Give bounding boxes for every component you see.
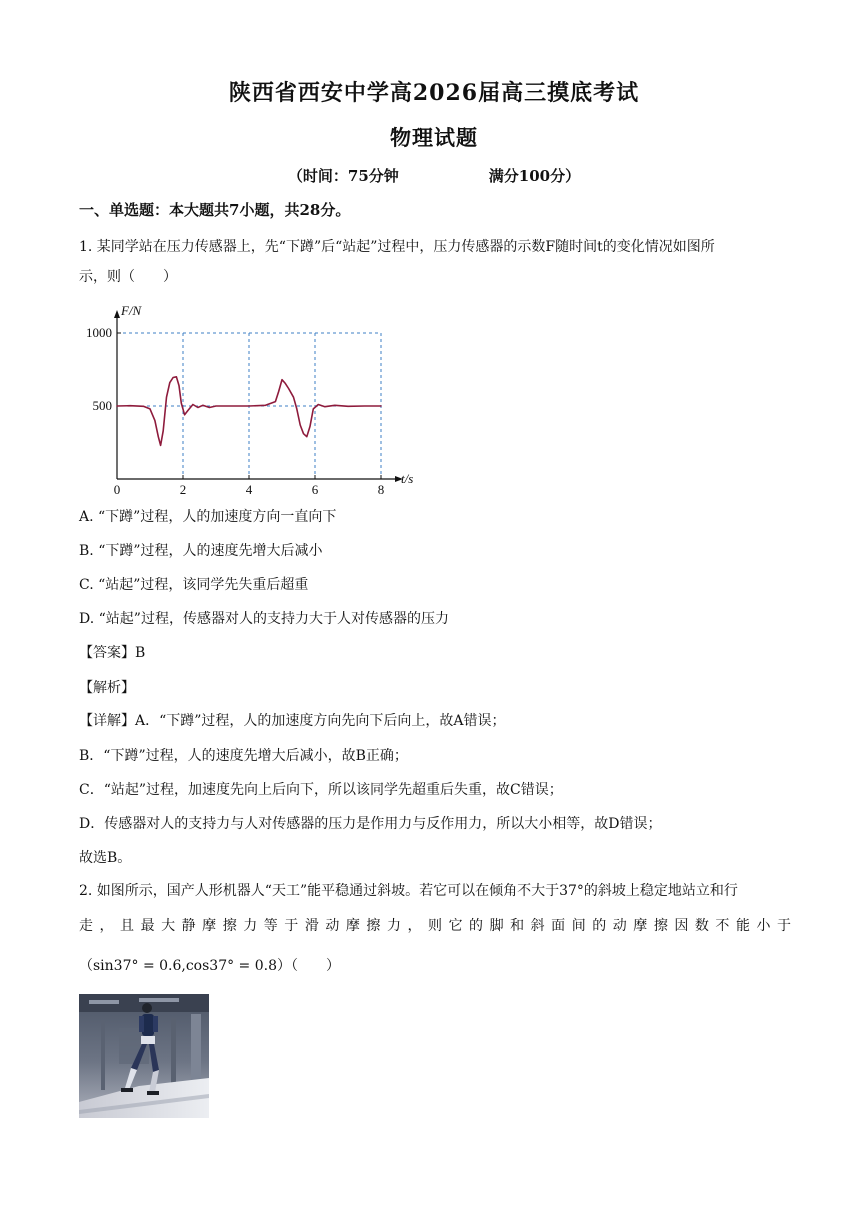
q1-explanation-a: 【详解】A．“下蹲”过程，人的加速度方向先向下后向上，故A错误； (79, 713, 506, 729)
q1-option-a: A. “下蹲”过程，人的加速度方向一直向下 (79, 509, 337, 525)
exam-time-score (0, 165, 868, 186)
x-tick-label-3: 6 (311, 482, 319, 495)
q1-explanation-b: B．“下蹲”过程，人的速度先增大后减小，故B正确； (79, 748, 408, 764)
q1-stem-line2: 示，则（ ） (79, 269, 177, 285)
exam-title: 陕西省西安中学高2026届高三摸底考试 (228, 80, 640, 106)
q2-stem-line2: 走，且最大静摩擦力等于滑动摩擦力，则它的脚和斜面间的动摩擦因数不能小于 (79, 918, 791, 934)
y-tick-label-0: 500 (92, 398, 112, 413)
x-tick-label-1: 2 (179, 482, 187, 495)
x-tick-label-2: 4 (245, 482, 253, 495)
q1-option-d: D. “站起”过程，传感器对人的支持力大于人对传感器的压力 (79, 611, 449, 627)
q2-stem-line1: 2. 如图所示，国产人形机器人“天工”能平稳通过斜坡。若它可以在倾角不大于37°的斜坡上稳定地站立和行 (79, 883, 738, 899)
y-tick-label-1: 1000 (86, 325, 112, 340)
x-tick-label-0: 0 (113, 482, 121, 495)
exam-subtitle: 物理试题 (390, 125, 478, 150)
q1-answer: 【答案】B (79, 645, 146, 661)
q1-option-c: C. “站起”过程，该同学先失重后超重 (79, 577, 309, 593)
q1-analysis-heading: 【解析】 (79, 680, 135, 696)
q2-stem-line3: （sin37° = 0.6,cos37° = 0.8）（ ） (79, 958, 341, 974)
x-tick-label-4: 8 (377, 482, 385, 495)
y-axis-arrow (114, 310, 120, 318)
q1-stem-line1: 1. 某同学站在压力传感器上，先“下蹲”后“站起”过程中，压力传感器的示数F随时间t的变化情况如图所 (79, 239, 715, 255)
x-axis-label: t/s (401, 471, 414, 486)
q1-option-b: B. “下蹲”过程，人的速度先增大后减小 (79, 543, 323, 559)
y-axis-label: F/N (121, 303, 142, 318)
exam-score: 满分100分） (488, 167, 581, 185)
robot-photo-image (79, 994, 209, 1118)
q1-explanation-c: C．“站起”过程，加速度先向上后向下，所以该同学先超重后失重，故C错误； (79, 782, 563, 798)
exam-time: （时间：75分钟 (287, 167, 399, 185)
section-heading: 一、单选题：本大题共7小题，共28分。 (79, 201, 351, 219)
q1-explanation-conclusion: 故选B。 (79, 850, 132, 866)
q1-explanation-d: D．传感器对人的支持力与人对传感器的压力是作用力与反作用力，所以大小相等，故D错误； (79, 816, 662, 832)
robot-photo (79, 994, 209, 1118)
force-time-chart (79, 300, 419, 495)
